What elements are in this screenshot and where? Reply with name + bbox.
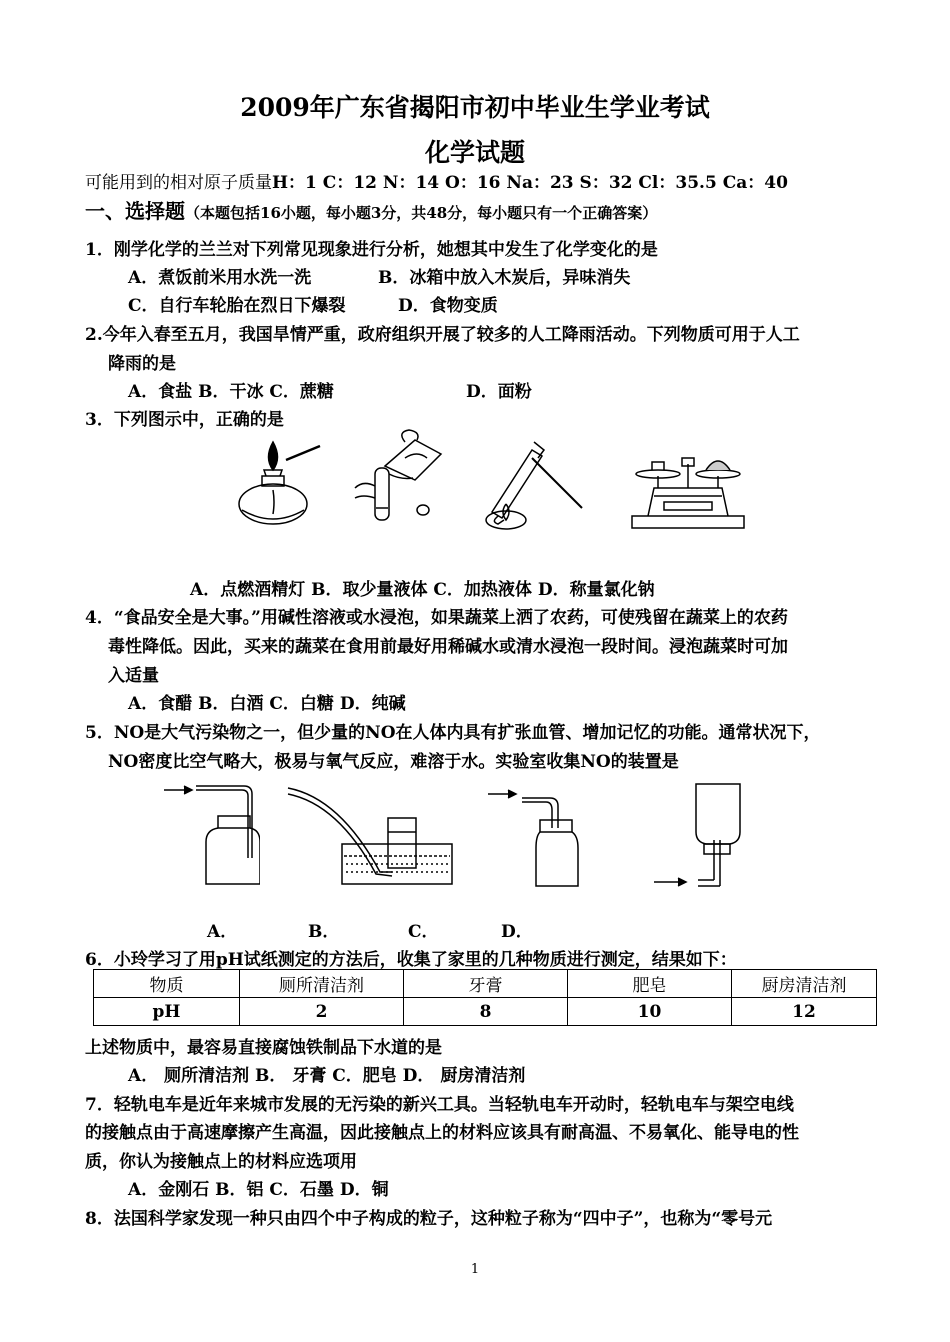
table-row [94,998,877,1026]
q1-stem: 1．刚学化学的兰兰对下列常见现象进行分析，她想其中发生了化学变化的是 [85,240,658,260]
q3-figure-c-heat-liquid [478,432,598,532]
q4-options: A．食醋 B．白酒 C．白糖 D．纯碱 [128,694,406,714]
table-cell: 10 [568,998,732,1026]
q1-option-d: D．食物变质 [398,296,498,316]
table-cell: 12 [732,998,877,1026]
q3-figure-a-alcohol-lamp [228,432,328,532]
ph-table [93,969,877,1026]
atomic-mass-label: 可能用到的相对原子质量 [85,173,272,193]
q7-stem-line3: 质，你认为接触点上的材料应选项用 [85,1152,357,1172]
exam-subtitle: 化学试题 [424,138,525,167]
page-number: 1 [470,1262,480,1277]
q2-stem-line1: 2.今年入春至五月，我国旱情严重，政府组织开展了较多的人工降雨活动。下列物质可用于人工 [85,325,800,345]
table-header-cell: 厕所清洁剂 [240,970,404,998]
q3-stem: 3．下列图示中，正确的是 [85,410,284,430]
q5-label-d: D． [501,922,533,942]
q1-option-b: B．冰箱中放入木炭后，异味消失 [378,268,631,288]
q2-stem-line2: 降雨的是 [108,354,176,374]
q5-label-a: A． [207,922,238,942]
q3-figure-d-balance [628,450,748,532]
atomic-mass-line [85,168,788,193]
q5-stem-line1: 5．NO是大气污染物之一，但少量的NO在人体内具有扩张血管、增加记忆的功能。通常状况下， [85,723,821,743]
q5-figure-a-gas-bottle [160,780,260,890]
q2-option-d: D．面粉 [466,382,532,402]
table-cell: 2 [240,998,404,1026]
q5-label-c: C． [408,922,439,942]
section1-heading: 一、选择题 [85,199,185,223]
q2-options-abc: A．食盐 B．干冰 C．蔗糖 [128,382,334,402]
q3-options: A．点燃酒精灯 B．取少量液体 C．加热液体 D．称量氯化钠 [190,580,655,600]
q5-figure-d-inverted-bottle [648,780,758,890]
table-header-cell: 物质 [94,970,240,998]
q5-figure-b-water-trough [280,782,460,894]
q7-stem-line1: 7．轻轨电车是近年来城市发展的无污染的新兴工具。当轻轨电车开动时，轻轨电车与架空电线 [85,1095,794,1115]
table-header-cell: 肥皂 [568,970,732,998]
q1-option-c: C．自行车轮胎在烈日下爆裂 [128,296,346,316]
table-header-cell: 牙膏 [404,970,568,998]
table-header-row [94,970,877,998]
q5-figure-c-gas-bottle [482,784,592,892]
section1-note: （本题包括16小题，每小题3分，共48分，每小题只有一个正确答案） [185,204,658,222]
q5-stem-line2: NO密度比空气略大，极易与氧气反应，难溶于水。实验室收集NO的装置是 [108,752,679,772]
table-cell: pH [94,998,240,1026]
q7-options: A．金刚石 B．铝 C．石墨 D．铜 [128,1180,389,1200]
q8-stem: 8．法国科学家发现一种只由四个中子构成的粒子，这种粒子称为“四中子”，也称为“零号元 [85,1209,773,1229]
table-header-cell: 厨房清洁剂 [732,970,877,998]
q4-stem-line1: 4．“食品安全是大事。”用碱性溶液或水浸泡，如果蔬菜上洒了农药，可使残留在蔬菜上的农药 [85,608,788,628]
q4-stem-line3: 入适量 [108,666,159,686]
q7-stem-line2: 的接触点由于高速摩擦产生高温，因此接触点上的材料应该具有耐高温、不易氧化、能导电的性 [85,1123,799,1143]
q6-options: A． 厕所清洁剂 B． 牙膏 C．肥皂 D． 厨房清洁剂 [128,1066,526,1086]
exam-title: 2009年广东省揭阳市初中毕业生学业考试 [240,93,710,122]
q5-label-b: B． [308,922,340,942]
q3-figure-b-pour-liquid [345,428,455,533]
section1-heading-line [85,195,657,224]
q1-option-a: A．煮饭前米用水洗一洗 [128,268,312,288]
q6-stem: 6．小玲学习了用pH试纸测定的方法后，收集了家里的几种物质进行测定，结果如下： [85,950,737,970]
atomic-mass-values: H：1 C：12 N：14 O：16 Na：23 S：32 Cl：35.5 Ca：40 [272,173,788,193]
q6-question: 上述物质中，最容易直接腐蚀铁制品下水道的是 [85,1038,442,1058]
q4-stem-line2: 毒性降低。因此，买来的蔬菜在食用前最好用稀碱水或清水浸泡一段时间。浸泡蔬菜时可加 [108,637,788,657]
table-cell: 8 [404,998,568,1026]
